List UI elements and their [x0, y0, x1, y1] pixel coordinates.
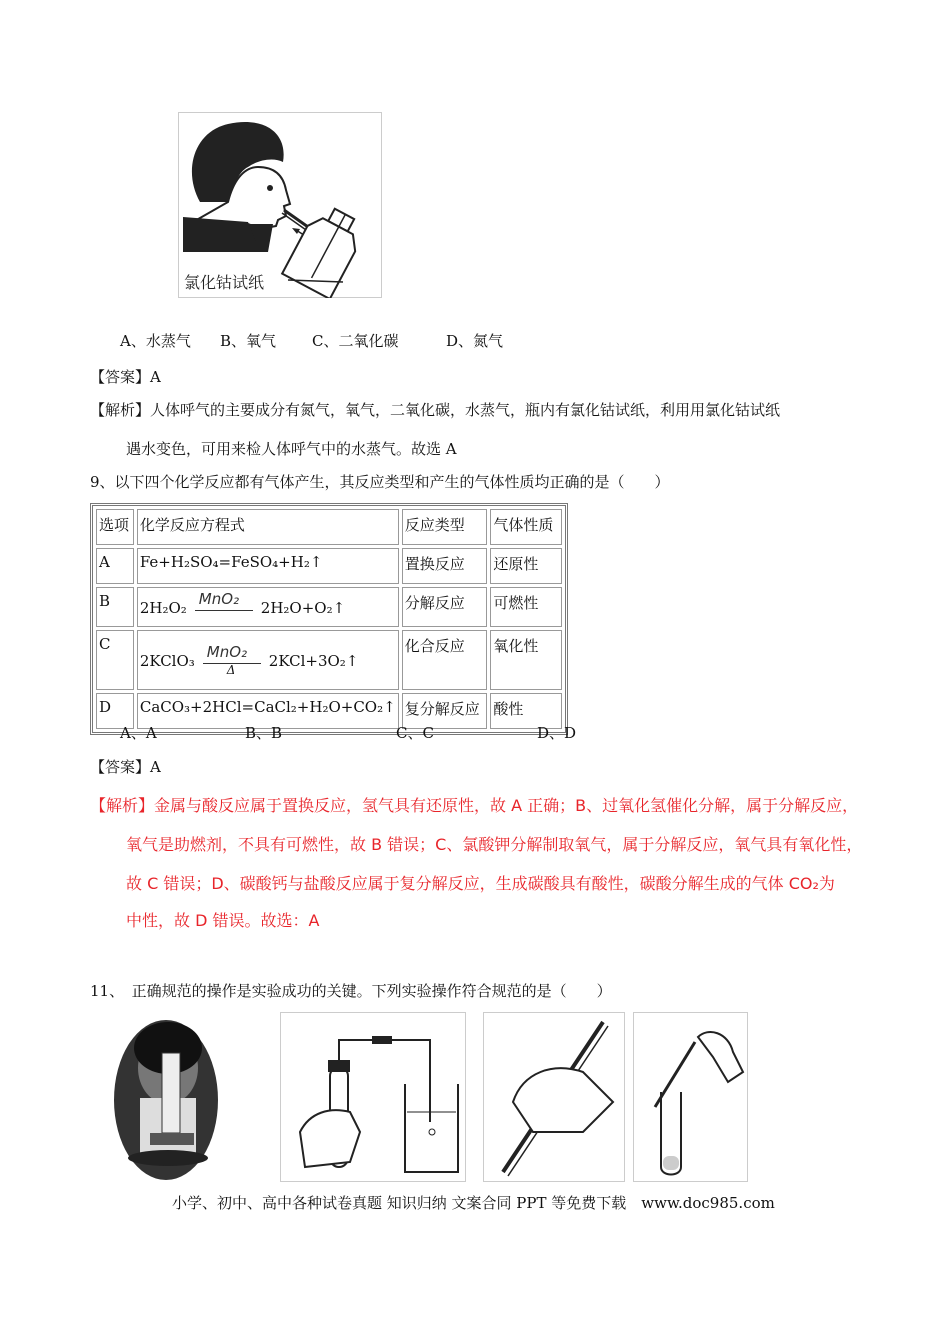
heat-condition: Δ: [226, 663, 236, 677]
catalyst-arrow: [201, 643, 263, 677]
airtightness-check-figure: [280, 1012, 466, 1182]
table-row: [96, 587, 562, 627]
q9-option-b: B、B: [245, 724, 283, 742]
glass-rod-figure: [483, 1012, 625, 1182]
equation-product: 2H₂O+O₂↑: [260, 599, 346, 617]
row-property: 还原性: [490, 548, 562, 584]
q9-answer: 【答案】A: [90, 758, 161, 776]
q9-option-c: C、C: [396, 724, 434, 742]
catalyst-label: MnO₂: [198, 590, 240, 608]
catalyst-arrow: [193, 590, 255, 622]
row-equation: [137, 587, 399, 627]
row-property: 氧化性: [490, 630, 562, 690]
row-type: 置换反应: [402, 548, 488, 584]
q9-option-a: A、A: [120, 724, 157, 742]
breath-test-figure: [178, 112, 382, 298]
reaction-table: [90, 503, 568, 735]
q8-answer: 【答案】A: [90, 368, 161, 386]
row-type: 复分解反应: [402, 693, 488, 729]
header-option: 选项: [96, 509, 134, 545]
row-property: 可燃性: [490, 587, 562, 627]
row-type: 化合反应: [402, 630, 488, 690]
header-equation: 化学反应方程式: [137, 509, 399, 545]
header-gas-property: 气体性质: [490, 509, 562, 545]
equation-product: 2KCl+3O₂↑: [268, 652, 359, 670]
q9-analysis-line1: 【解析】金属与酸反应属于置换反应，氢气具有还原性，故 A 正确；B、过氧化氢催化分解，属于分解反应，: [90, 796, 859, 815]
equation-reactant: 2H₂O₂: [139, 599, 187, 617]
cobalt-chloride-paper-label: 氯化钴试纸: [184, 273, 265, 292]
q8-analysis-line1: 【解析】人体呼气的主要成分有氮气，氧气，二氧化碳，水蒸气，瓶内有氯化钴试纸，利用用氯化钴试纸: [90, 401, 781, 419]
q9-analysis-line3: 故 C 错误；D、碳酸钙与盐酸反应属于复分解反应，生成碳酸具有酸性，碳酸分解生成的气体 CO₂为: [126, 874, 835, 893]
footer-text: 小学、初中、高中各种试卷真题 知识归纳 文案合同 PPT 等免费下载 www.doc985.com: [172, 1194, 775, 1212]
table-row: [96, 630, 562, 690]
row-equation: Fe+H₂SO₄=FeSO₄+H₂↑: [137, 548, 399, 584]
q8-option-d: D、氮气: [446, 332, 504, 350]
catalyst-label: MnO₂: [206, 643, 248, 661]
table-row: [96, 548, 562, 584]
row-option: D: [96, 693, 134, 729]
equation-reactant: 2KClO₃: [139, 652, 195, 670]
table-header-row: [96, 509, 562, 545]
q8-analysis-line2: 遇水变色，可用来检人体呼气中的水蒸气。故选 A: [126, 440, 457, 458]
row-type: 分解反应: [402, 587, 488, 627]
q8-option-a: A、水蒸气: [120, 332, 191, 350]
header-reaction-type: 反应类型: [402, 509, 488, 545]
q9-analysis-line4: 中性，故 D 错误。故选：A: [126, 911, 320, 930]
q8-option-c: C、二氧化碳: [312, 332, 399, 350]
row-equation: CaCO₃+2HCl=CaCl₂+H₂O+CO₂↑: [137, 693, 399, 729]
row-option: C: [96, 630, 134, 690]
dropper-test-tube-figure: [633, 1012, 748, 1182]
row-equation: [137, 630, 399, 690]
q8-option-b: B、氧气: [220, 332, 277, 350]
row-option: A: [96, 548, 134, 584]
row-property: 酸性: [490, 693, 562, 729]
row-option: B: [96, 587, 134, 627]
table-row: [96, 693, 562, 729]
q9-analysis-line2: 氧气是助燃剂，不具有可燃性，故 B 错误；C、氯酸钾分解制取氧气，属于分解反应，氧气具有氧化性，: [126, 835, 863, 854]
q9-question: 9、以下四个化学反应都有气体产生，其反应类型和产生的气体性质均正确的是（ ）: [90, 473, 670, 491]
q9-option-d: D、D: [537, 724, 577, 742]
microscope-figure: [110, 1008, 223, 1181]
q11-question: 11、 正确规范的操作是实验成功的关键。下列实验操作符合规范的是（ ）: [90, 982, 612, 1000]
